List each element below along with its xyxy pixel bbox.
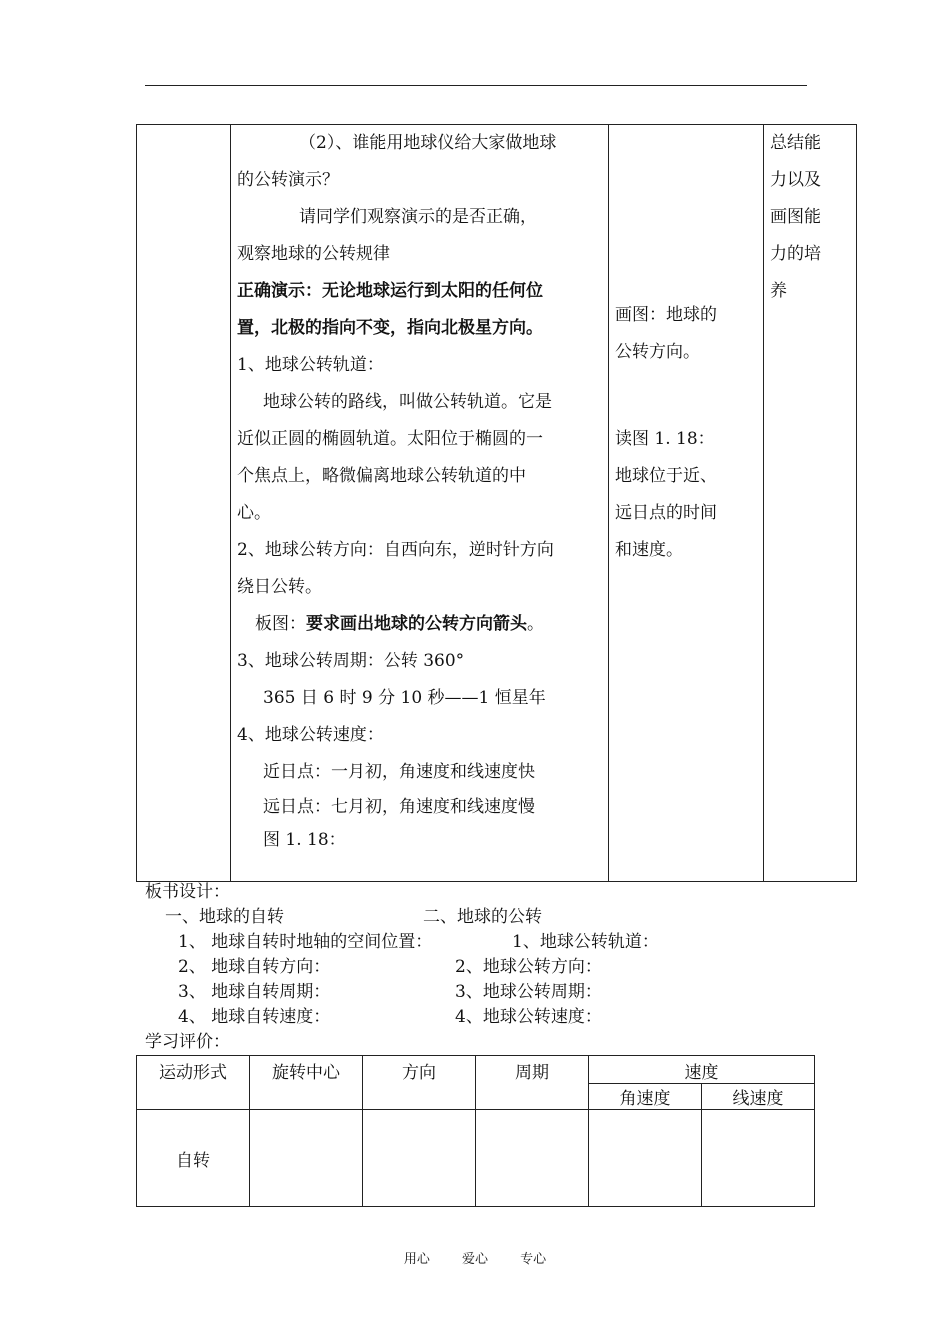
- header-cell: 速度: [589, 1056, 815, 1084]
- header-rule: [145, 85, 807, 86]
- empty-cell: [363, 1110, 476, 1207]
- board-item-row: [145, 1005, 602, 1030]
- table-row: [137, 1056, 815, 1084]
- board-left-heading: 一、地球的自转: [165, 907, 284, 927]
- text-line: 远日点的时间: [615, 503, 717, 523]
- text-line: 力以及: [770, 170, 821, 190]
- text-line: 3、地球公转周期：公转 360°: [237, 651, 465, 671]
- text-line: 心。: [237, 503, 271, 523]
- text-line: 养: [770, 281, 787, 301]
- board-instruction: 要求画出地球的公转方向箭头: [306, 614, 527, 634]
- text-line: 读图 1. 18：: [615, 429, 715, 449]
- text-line: 画图：地球的: [615, 305, 717, 325]
- table-row: [137, 1110, 815, 1207]
- footer-text: 用心: [403, 1252, 430, 1267]
- empty-cell: [589, 1110, 702, 1207]
- board-right-heading: 二、地球的公转: [423, 907, 542, 927]
- board-design: [145, 880, 659, 1055]
- subheader-cell: 线速度: [702, 1084, 815, 1110]
- text-line-bold: 置，北极的指向不变，指向北极星方向。: [237, 318, 543, 338]
- table-row: [137, 125, 857, 882]
- teaching-content-cell: [231, 125, 609, 882]
- board-drawing-line: [237, 606, 600, 643]
- text-line: 观察地球的公转规律: [237, 244, 390, 264]
- board-right-item: 4、地球公转速度：: [455, 1007, 602, 1027]
- header-cell: 方向: [363, 1056, 476, 1110]
- board-right-item: 1、地球公转轨道：: [512, 932, 659, 952]
- board-right-item: 3、地球公转周期：: [455, 982, 602, 1002]
- text-line: 4、地球公转速度：: [237, 725, 384, 745]
- footer-text: 专心: [520, 1252, 547, 1267]
- board-headings: [145, 905, 542, 930]
- header-cell: 周期: [476, 1056, 589, 1110]
- text-line: 绕日公转。: [237, 577, 322, 597]
- empty-cell: [702, 1110, 815, 1207]
- board-right-item: 2、地球公转方向：: [455, 957, 602, 977]
- board-label: 板图：: [255, 614, 306, 634]
- text-line: 的公转演示？: [237, 170, 339, 190]
- row-label-cell: 自转: [137, 1110, 250, 1207]
- empty-cell: [250, 1110, 363, 1207]
- text-line: （2）、谁能用地球仪给大家做地球: [299, 133, 557, 153]
- empty-cell: [476, 1110, 589, 1207]
- text-line: 远日点：七月初，角速度和线速度慢: [263, 797, 535, 817]
- footer-text: 爱心: [461, 1252, 488, 1267]
- text-line: 力的培: [770, 244, 821, 264]
- text-line: 和速度。: [615, 540, 683, 560]
- design-intent-cell: [764, 125, 857, 882]
- page-footer: [0, 1248, 950, 1267]
- header-cell: 旋转中心: [250, 1056, 363, 1110]
- board-title: 板书设计：: [145, 882, 230, 902]
- board-period: 。: [527, 614, 544, 634]
- text-line: 地球公转的路线，叫做公转轨道。它是: [263, 392, 552, 412]
- text-line: 2、地球公转方向：自西向东，逆时针方向: [237, 540, 554, 560]
- empty-cell: [137, 125, 231, 882]
- board-left-item: 2、 地球自转方向：: [178, 957, 331, 977]
- board-item-row: [145, 955, 602, 980]
- text-line: 个焦点上，略微偏离地球公转轨道的中: [237, 466, 526, 486]
- board-item-row: [145, 930, 659, 955]
- header-cell: 运动形式: [137, 1056, 250, 1110]
- text-line: 365 日 6 时 9 分 10 秒——1 恒星年: [263, 688, 546, 708]
- text-line: 近日点：一月初，角速度和线速度快: [263, 762, 535, 782]
- subheader-cell: 角速度: [589, 1084, 702, 1110]
- board-left-item: 4、 地球自转速度：: [178, 1007, 331, 1027]
- text-line-bold: 正确演示：无论地球运行到太阳的任何位: [237, 281, 543, 301]
- board-item-row: [145, 980, 602, 1005]
- board-left-item: 3、 地球自转周期：: [178, 982, 331, 1002]
- text-line: 请同学们观察演示的是否正确，: [299, 207, 537, 227]
- text-line: 图 1. 18：: [263, 830, 346, 850]
- evaluation-title: 学习评价：: [145, 1032, 230, 1052]
- text-line: 地球位于近、: [615, 466, 717, 486]
- student-activity-cell: [609, 125, 764, 882]
- lesson-table: [136, 124, 857, 882]
- text-line: 近似正圆的椭圆轨道。太阳位于椭圆的一: [237, 429, 543, 449]
- text-line: 总结能: [770, 133, 821, 153]
- text-line: 画图能: [770, 207, 821, 227]
- board-left-item: 1、 地球自转时地轴的空间位置：: [178, 932, 433, 952]
- text-line: 1、地球公转轨道：: [237, 355, 384, 375]
- evaluation-table: [136, 1055, 815, 1207]
- text-line: 公转方向。: [615, 342, 700, 362]
